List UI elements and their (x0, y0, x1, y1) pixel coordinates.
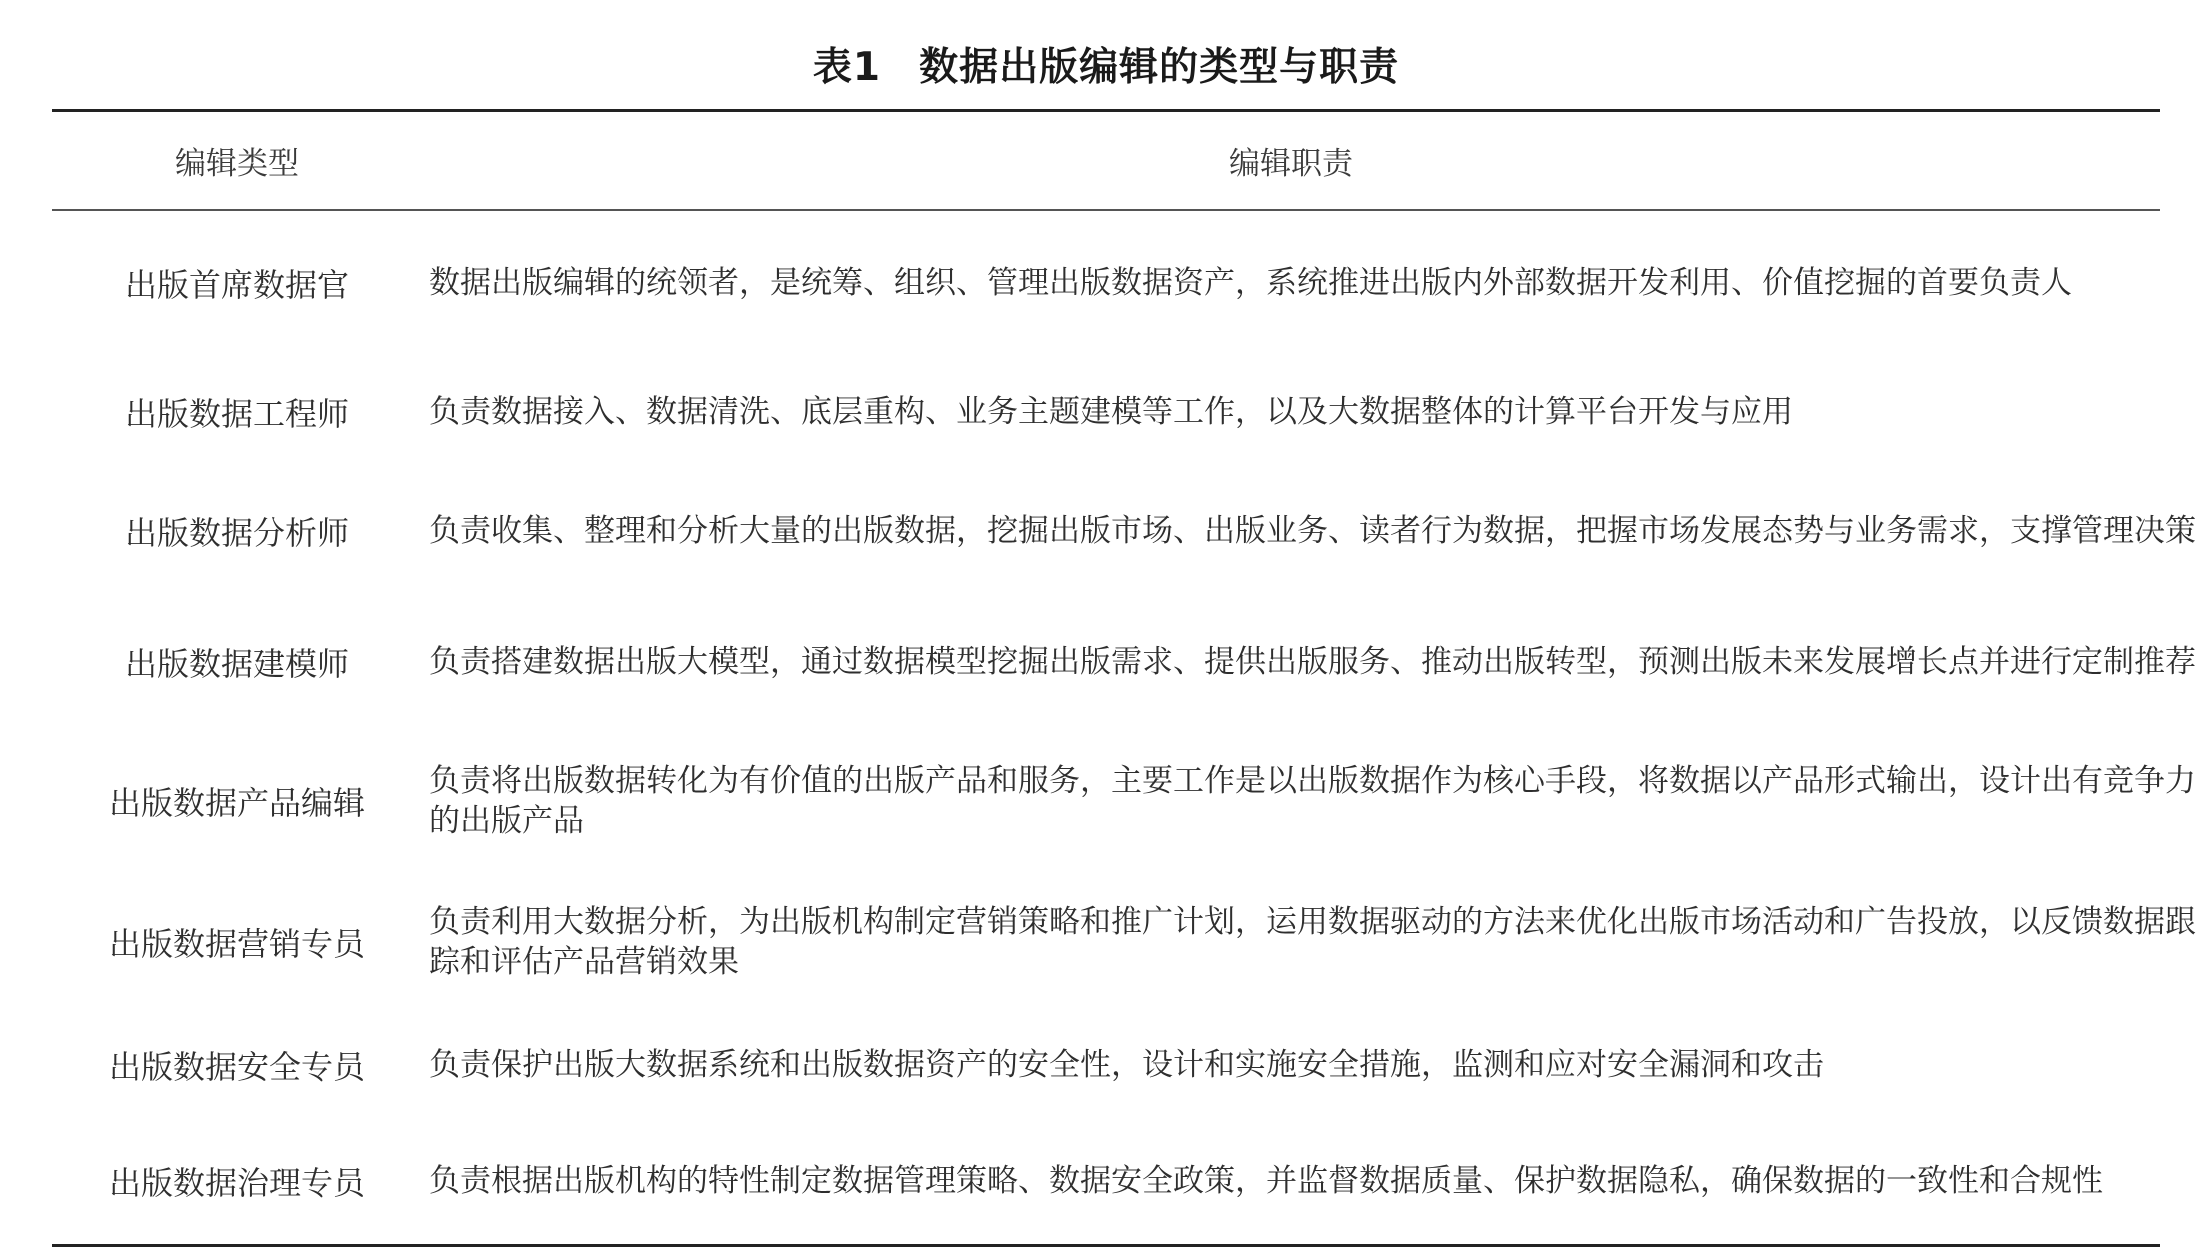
row-editor-duty (429, 871, 2209, 1012)
header-editor-type: 编辑类型 (175, 146, 299, 182)
row-editor-type: 出版数据安全专员 (108, 1047, 365, 1086)
row-editor-type: 出版数据建模师 (124, 645, 349, 683)
table-caption-title: 数据出版编辑的类型与职责 (919, 45, 1400, 90)
row-editor-duty (429, 731, 2209, 871)
row-editor-type: 出版数据治理专员 (108, 1163, 365, 1202)
table-caption (0, 36, 2212, 92)
table-row (52, 355, 2160, 468)
table-caption-number: 表1 (812, 45, 882, 90)
header-editor-duty: 编辑职责 (1229, 146, 1353, 182)
table-header-row (52, 112, 2160, 209)
row-editor-duty (429, 468, 2209, 593)
row-editor-duty (429, 211, 2209, 355)
row-editor-type: 出版首席数据官 (124, 266, 349, 304)
row-editor-duty-text: 数据出版编辑的统领者，是统筹、组织、管理出版数据资产，系统推进出版内外部数据开发利用、价值挖掘的首要负责人 (429, 265, 2072, 301)
table-row (52, 871, 2196, 1012)
table-row (52, 1117, 2160, 1244)
row-editor-type: 出版数据工程师 (124, 394, 349, 433)
row-editor-duty-text: 负责搭建数据出版大模型，通过数据模型挖掘出版需求、提供出版服务、推动出版转型，预测出版未来发展增长点并进行定制推荐 (429, 644, 2196, 680)
table-bottom-rule (52, 1244, 2160, 1247)
row-editor-duty (429, 593, 2209, 731)
table-row (52, 211, 2160, 355)
row-editor-duty (429, 1012, 2209, 1117)
table-row (52, 1012, 2160, 1117)
row-editor-type: 出版数据产品编辑 (108, 784, 365, 822)
table-row (52, 593, 2196, 731)
row-editor-duty-text: 负责将出版数据转化为有价值的出版产品和服务，主要工作是以出版数据作为核心手段，将数据以产品形式输出，设计出有竞争力的出版产品 (429, 763, 2196, 839)
row-editor-duty-text: 负责收集、整理和分析大量的出版数据，挖掘出版市场、出版业务、读者行为数据，把握市场发展态势与业务需求，支撑管理决策 (429, 512, 2196, 549)
table-body (52, 211, 2196, 1244)
row-editor-type: 出版数据营销专员 (108, 924, 365, 963)
row-editor-duty-text: 负责根据出版机构的特性制定数据管理策略、数据安全政策，并监督数据质量、保护数据隐私，确保数据的一致性和合规性 (429, 1162, 2103, 1199)
row-editor-duty-text: 负责保护出版大数据系统和出版数据资产的安全性，设计和实施安全措施，监测和应对安全漏洞和攻击 (429, 1046, 1824, 1083)
row-editor-duty (429, 355, 2209, 468)
row-editor-duty (429, 1117, 2209, 1244)
table-row (52, 731, 2196, 871)
row-editor-type: 出版数据分析师 (124, 513, 349, 552)
row-editor-duty-text: 负责数据接入、数据清洗、底层重构、业务主题建模等工作，以及大数据整体的计算平台开发与应用 (429, 393, 1793, 430)
row-editor-duty-text: 负责利用大数据分析，为出版机构制定营销策略和推广计划，运用数据驱动的方法来优化出版市场活动和广告投放，以反馈数据跟踪和评估产品营销效果 (429, 903, 2196, 980)
table-row (52, 468, 2196, 593)
